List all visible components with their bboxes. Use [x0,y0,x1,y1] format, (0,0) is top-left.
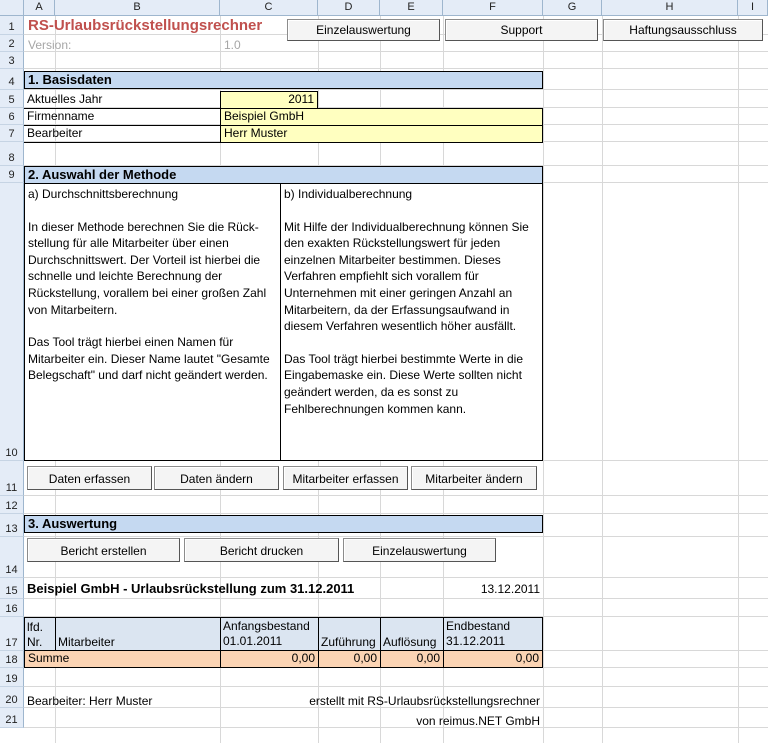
row-header-17[interactable]: 17 [0,617,24,651]
row-header-6[interactable]: 6 [0,108,24,125]
daten-erfassen-button[interactable]: Daten erfassen [27,466,152,490]
column-header-f[interactable]: F [443,0,543,16]
gridline-horizontal [24,536,768,537]
sum-anfangsbestand: 0,00 [220,650,319,668]
year-label: Aktuelles Jahr [24,92,220,109]
column-header-g[interactable]: G [543,0,602,16]
section-auswertung: 3. Auswertung [24,515,543,533]
sum-aufloesung: 0,00 [380,650,444,668]
col-header-endbestand: Endbestand 31.12.2011 [443,617,543,651]
gridline-vertical [738,16,739,743]
col-header-aufloesung: Auflösung [380,617,444,651]
mitarbeiter-erfassen-button[interactable]: Mitarbeiter erfassen [283,466,408,490]
row-header-20[interactable]: 20 [0,687,24,708]
method-b-box [280,183,543,461]
daten-aendern-button[interactable]: Daten ändern [154,466,279,490]
row-header-1[interactable]: 1 [0,16,24,35]
column-header-d[interactable]: D [318,0,380,16]
gridline-horizontal [24,495,768,496]
row-header-19[interactable]: 19 [0,668,24,687]
gridline-horizontal [24,686,768,687]
year-input[interactable]: 2011 [220,91,318,109]
column-header-h[interactable]: H [602,0,738,16]
method-a-box [24,183,281,461]
editor-label: Bearbeiter [24,126,220,143]
row-header-14[interactable]: 14 [0,537,24,578]
column-header-i[interactable]: I [738,0,768,16]
report-title: Beispiel GmbH - Urlaubsrückstellung zum 31.12.2011 [27,581,355,596]
bericht-erstellen-button[interactable]: Bericht erstellen [27,538,180,562]
gridline-horizontal [24,577,768,578]
row-header-4[interactable]: 4 [0,69,24,90]
select-all-corner[interactable] [0,0,24,16]
einzelauswertung-button[interactable]: Einzelauswertung [287,19,440,41]
row-header-16[interactable]: 16 [0,599,24,617]
gridline-horizontal [24,89,768,90]
column-header-b[interactable]: B [55,0,220,16]
app-title: RS-Urlaubsrückstellungsrechner [28,17,263,34]
row-header-18[interactable]: 18 [0,651,24,668]
version-label: Version: [28,38,72,52]
col-header-lfd: lfd. Nr. [24,617,56,651]
footer-editor: Bearbeiter: Herr Muster [27,694,153,708]
method-b-text1: Mit Hilfe der Individualberechnung können Sie den exakten Rückstellungswert für jeden einzelnen Mitarbeiter bestimmen. Dieses Verfahren empfiehlt sich vorallem für Unternehmen mit einer geringen Anzahl an Mitarbeitern, da der Erfassungsaufwand in diesem Verfahren wesentlich höher ausfällt. [284,219,529,334]
footer-created: erstellt mit RS-Urlaubsrückstellungsrechner [309,694,540,708]
col-header-anfangsbestand: Anfangsbestand 01.01.2011 [220,617,319,651]
method-a-text1: In dieser Methode berechnen Sie die Rück-stellung für alle Mitarbeiter über einen Durchschnittswert. Der Vorteil ist hierbei die schnelle und leichte Berechnung der Rückstellung, vorallem bei einer großen Zahl von Mitarbeitern. [28,219,267,317]
section-basisdaten: 1. Basisdaten [24,71,543,89]
gridline-horizontal [24,513,768,514]
row-header-7[interactable]: 7 [0,125,24,142]
method-b-title: b) Individualberechnung [284,187,413,201]
col-header-mitarbeiter: Mitarbeiter [55,617,221,651]
row-header-5[interactable]: 5 [0,90,24,108]
row-header-2[interactable]: 2 [0,35,24,52]
row-header-15[interactable]: 15 [0,578,24,599]
bericht-drucken-button[interactable]: Bericht drucken [184,538,339,562]
gridline-horizontal [24,68,768,69]
report-date: 13.12.2011 [480,582,540,596]
section-methode: 2. Auswahl der Methode [24,166,543,184]
row-header-11[interactable]: 11 [0,461,24,496]
support-button[interactable]: Support [445,19,598,41]
gridline-vertical [543,16,544,743]
version-value: 1.0 [224,38,241,52]
column-header-e[interactable]: E [380,0,443,16]
gridline-horizontal [24,727,768,728]
method-b-text2: Das Tool trägt hierbei bestimmte Werte in die Eingabemaske ein. Diese Werte sollten nicht geändert werden, da es sonst zu Fehlberechnungen kommen kann. [284,351,523,416]
row-header-10[interactable]: 10 [0,183,24,461]
method-a-title: a) Durchschnittsberechnung [28,187,179,201]
row-header-3[interactable]: 3 [0,52,24,69]
row-header-13[interactable]: 13 [0,514,24,537]
row-header-12[interactable]: 12 [0,496,24,514]
haftungsausschluss-button[interactable]: Haftungsausschluss [603,19,763,41]
editor-input[interactable]: Herr Muster [220,125,543,143]
gridline-vertical [602,16,603,743]
gridline-horizontal [24,598,768,599]
sum-zufuehrung: 0,00 [318,650,381,668]
method-a-text2: Das Tool trägt hierbei einen Namen für Mitarbeiter ein. Dieser Name lautet "Gesamte Belegschaft" und darf nicht geändert werden. [28,335,270,383]
column-header-a[interactable]: A [24,0,55,16]
row-header-9[interactable]: 9 [0,166,24,183]
company-input[interactable]: Beispiel GmbH [220,108,543,126]
footer-vendor: von reimus.NET GmbH [416,714,540,728]
sum-endbestand: 0,00 [443,650,543,668]
mitarbeiter-aendern-button[interactable]: Mitarbeiter ändern [411,466,537,490]
column-header-c[interactable]: C [220,0,318,16]
company-label: Firmenname [24,109,220,126]
einzelauswertung-report-button[interactable]: Einzelauswertung [343,538,496,562]
row-header-21[interactable]: 21 [0,708,24,728]
sum-label: Summe [24,650,221,668]
col-header-zufuehrung: Zuführung [318,617,381,651]
gridline-horizontal [24,51,768,52]
row-header-8[interactable]: 8 [0,142,24,166]
